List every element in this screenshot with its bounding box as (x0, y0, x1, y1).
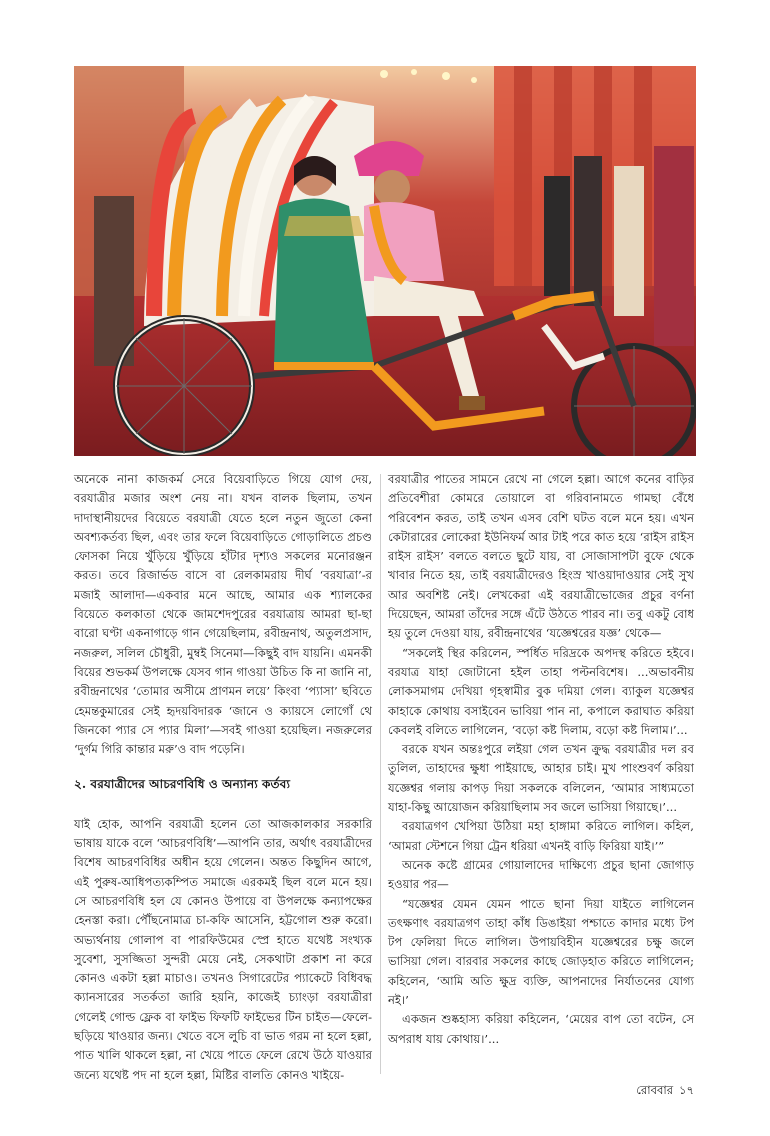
left-paragraph: অনেকে নানা কাজকর্ম সেরে বিয়েবাড়িতে গিয়ে যোগ দেয়, বরযাত্রীর মজার অংশ নেয় না। যখন বালক ছিলাম, তখন দাদাস্থানীয়দের বিয়েতে বরযাত্রী যেতে হলে নতুন জুতো কেনা অবশ্যকর্তব্য ছিল, এবং তার ফলে বিয়েবাড়িতে গোড়ালিতে প্রচণ্ড ফোসকা নিয়ে খুঁড়িয়ে খুঁড়িয়ে হাঁটার দৃশ্যও সকলের মনোরঞ্জন করত। তবে রিজার্ভড বাসে বা রেলকামরায় দীর্ঘ ‘বরযাত্রা’-র মজাই আলাদা—একবার মনে আছে, আমার এক শ্যালকের বিয়েতে কলকাতা থেকে জামশেদপুরের বরযাত্রায় আমরা ছা-ছা বারো ঘণ্টা একনাগাড়ে গান গেয়েছিলাম, রবীন্দ্রনাথ, অতুলপ্রসাদ, নজরুল, সলিল চৌধুরী, মুম্বই সিনেমা—কিছুই বাদ যায়নি। এমনকী বিয়ের শুভকর্ম উপলক্ষে যেসব গান গাওয়া উচিত কি না জানি না, রবীন্দ্রনাথের ‘তোমার অসীমে প্রাণমন লয়ে’ কিংবা ‘প্যাসা’ ছবিতে হেমন্তকুমারের সেই হৃদয়বিদারক ‘জানে ও ক্যায়সে লোগোঁ থে জিনকো প্যার সে প্যার মিলা’—সবই গাওয়া হয়েছিল। নজরুলের ‘দুর্গম গিরি কান্তার মরু’ও বাদ পড়েনি। (74, 472, 372, 757)
right-paragraph: বরযাত্রীর পাতের সামনে রেখে না গেলে হল্লা। আগে কনের বাড়ির প্রতিবেশীরা কোমরে তোয়ালে বা গরিবানামতে গামছা বেঁধে পরিবেশন করত, তাই তখন এসব বেশি ঘটত বলে মনে হয়। এখন কেটারারের লোকেরা ইউনিফর্ম আর টাই পরে কাত হয়ে ‘রাইস রাইস রাইস রাইস’ বলতে বলতে ছুটে যায়, বা সোজাসাপটা বুফে থেকে খাবার নিতে হয়, তাই বরযাত্রীদেরও হিংস্র খাওয়াদাওয়ার সেই সুখ আর অবশিষ্ট নেই। লেখকেরা এই বরযাত্রীভোজের প্রচুর বর্ণনা দিয়েছেন, আমরা তাঁদের সঙ্গে এঁটে উঠতে পারব না। তবু একটু বোধ হয় তুলে দেওয়া যায়, রবীন্দ্রনাথের ‘যজ্ঞেশ্বরের যজ্ঞ’ থেকে— (388, 472, 694, 641)
left-paragraph: যাই হোক, আপনি বরযাত্রী হলেন তো আজকালকার সরকারি ভাষায় যাকে বলে ‘আচরণবিধি’—আপনি তার, অর্থাৎ বরযাত্রীদের বিশেষ আচরণবিধির অধীন হয়ে গেলেন। অন্তত কিছুদিন আগে, এই পুরুষ-আধিপত্যকম্পিত সমাজে এরকমই ছিল বলে মনে হয়। সে আচরণবিধি হল যে কোনও উপায়ে বা উপলক্ষে কন্যাপক্ষের হেনস্তা করা। পৌঁছনোমাত্র চা-কফি আসেনি, হট্টগোল শুরু করো। অভ্যর্থনায় গোলাপ বা পারফিউমের স্প্রে হাতে যথেষ্ট সংখ্যক সুবেশা, সুসজ্জিতা সুন্দরী মেয়ে নেই, সেকথাটা প্রকাশ না করে কোনও একটা হল্লা মাচাও। তখনও সিগারেটের প্যাকেটে বিধিবদ্ধ ক্যানসারের সতর্কতা জারি হয়নি, কাজেই চ্যাংড়া বরযাত্রীরা গেলেই গোল্ড ফ্লেক বা ফাইভ ফিফটি ফাইভের টিন চাইত—ফেলে-ছড়িয়ে খাওয়ার জন্য। খেতে বসে লুচি বা ভাত গরম না হলে হল্লা, পাত খালি থাকলে হল্লা, না খেয়ে পাতে ফেলে রেখে উঠে যাওয়ার জন্যে যথেষ্ট পদ না হলে হল্লা, মিষ্টির বালতি কোনও খাইয়ে- (74, 816, 372, 1082)
right-column (388, 470, 694, 1049)
section-heading: ২. বরযাত্রীদের আচরণবিধি ও অন্যান্য কর্তব্য (74, 777, 290, 792)
page-number: ১৭ (679, 1083, 694, 1097)
quote-paragraph: একজন শুষ্কহাস্য করিয়া কহিলেন, ‘মেয়ের বাপ তো বটেন, সে অপরাধ যায় কোথায়।’... (388, 1012, 694, 1046)
quote-paragraph: “যজ্ঞেশ্বর যেমন যেমন পাতে ছানা দিয়া যাইতে লাগিলেন তৎক্ষণাৎ বরযাত্রগণ তাহা কাঁধ ডিঙাইয়া পশ্চাতে কাদার মধ্যে টপ টপ ফেলিয়া দিতে লাগিল। উপায়বিহীন যজ্ঞেশ্বরের চক্ষু জলে ভাসিয়া গেল। বারবার সকলের কাছে জোড়হাত করিতে লাগিলেন; কহিলেন, ‘আমি অতি ক্ষুদ্র ব্যক্তি, আপনাদের নির্যাতনের যোগ্য নই।’ (388, 896, 694, 1008)
quote-paragraph: বরকে যখন অন্তঃপুরে লইয়া গেল তখন ক্রুদ্ধ বরযাত্রীর দল রব তুলিল, তাহাদের ক্ষুধা পাইয়াছে, আহার চাই। মুখ পাংশুবর্ণ করিয়া যজ্ঞেশ্বর গলায় কাপড় দিয়া সকলকে বলিলেন, ‘আমার সাধ্যমতো যাহা-কিছু আয়োজন করিয়াছিলাম সব জলে ভাসিয়া গিয়াছে।’... (388, 742, 694, 815)
right-paragraph: অনেক কষ্টে গ্রামের গোয়ালাদের দাক্ষিণ্যে প্রচুর ছানা জোগাড় হওয়ার পর— (388, 857, 694, 892)
page-footer (636, 1082, 694, 1101)
wedding-photo (74, 66, 696, 456)
publication-name: রোববার (636, 1083, 674, 1097)
left-column (74, 470, 372, 1085)
quote-paragraph: “সকলেই স্থির করিলেন, স্পর্ধিত দরিদ্রকে অপদস্থ করিতে হইবে। বরযাত্র যাহা জোটানো হইল তাহা পল্টনবিশেষ। ...অভাবনীয় লোকসমাগম দেখিয়া গৃহস্বামীর বুক দমিয়া গেল। ব্যাকুল যজ্ঞেশ্বর কাহাকে কোথায় বসাইবেন ভাবিয়া পান না, কপালে করাঘাত করিয়া কেবলই বলিতে লাগিলেন, ‘বড়ো কষ্ট দিলাম, বড়ো কষ্ট দিলাম।’... (388, 645, 694, 737)
column-divider (380, 474, 381, 1074)
quote-paragraph: বরযাত্রগণ খেপিয়া উঠিয়া মহা হাঙ্গামা করিতে লাগিল। কহিল, ‘আমরা স্টেশনে গিয়া ট্রেন ধরিয়া এখনই বাড়ি ফিরিয়া যাই।’” (388, 819, 694, 853)
wedding-photo-illustration (74, 66, 696, 456)
